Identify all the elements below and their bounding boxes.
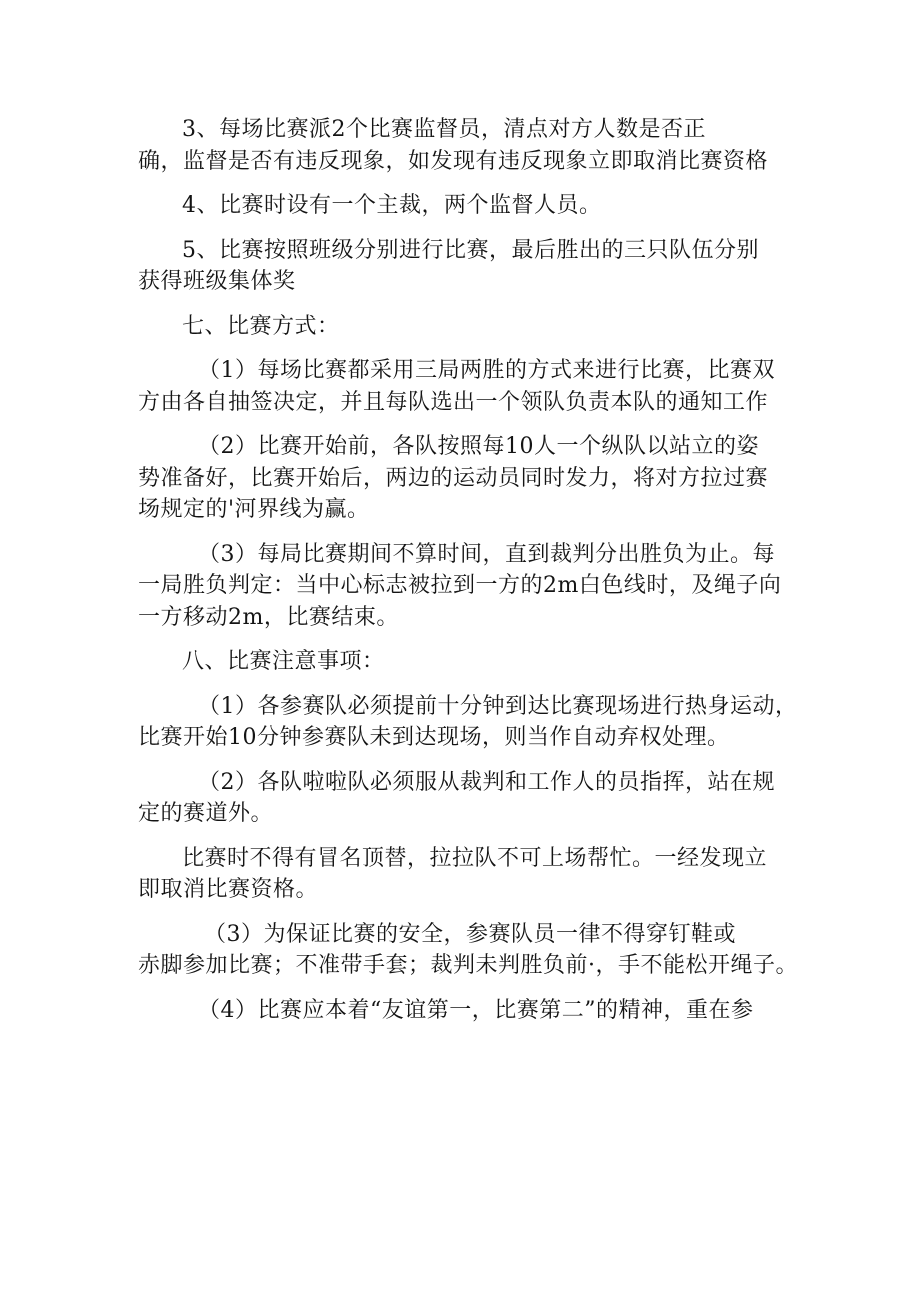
- paragraph-line: （2）各队啦啦队必须服从裁判和工作人的员指挥，站在规: [198, 769, 775, 795]
- paragraph-notes-3: [138, 919, 798, 982]
- paragraph-line: 获得班级集体奖: [138, 269, 296, 294]
- paragraph-notes-2-continued: [138, 843, 788, 906]
- paragraph-method-1: [138, 355, 788, 418]
- paragraph-rule-4: [138, 190, 788, 222]
- paragraph-method-3: [138, 539, 788, 634]
- paragraph-line: 确，监督是否有违反现象，如发现有违反现象立即取消比赛资格: [138, 148, 769, 174]
- paragraph-line: 比赛时不得有冒名顶替，拉拉队不可上场帮忙。一经发现立: [182, 845, 768, 871]
- section-heading-competition-method: [138, 311, 788, 343]
- paragraph-line: 一局胜负判定：当中心标志被拉到一方的2m白色线时，及绳子向: [138, 573, 782, 598]
- section-heading: 七、比赛方式：: [182, 313, 340, 339]
- paragraph-line: 即取消比赛资格。: [138, 877, 319, 902]
- paragraph-rule-3: [138, 114, 788, 177]
- paragraph-line: 3、每场比赛派2个比赛监督员，清点对方人数是否正: [182, 117, 706, 142]
- section-heading: 八、比赛注意事项：: [182, 649, 385, 674]
- paragraph-line: 一方移动2m，比赛结束。: [138, 604, 399, 630]
- document-body: [138, 114, 798, 1026]
- paragraph-line: （3）每局比赛期间不算时间，直到裁判分出胜负为止。每: [198, 541, 775, 567]
- paragraph-method-2: [138, 431, 788, 526]
- paragraph-line: （2）比赛开始前，各队按照每10人一个纵队以站立的姿: [198, 434, 759, 459]
- paragraph-line: 定的赛道外。: [138, 801, 274, 826]
- paragraph-line: 场规定的'河界线为赢。: [138, 497, 370, 522]
- paragraph-notes-1: [138, 691, 798, 754]
- paragraph-notes-2: [138, 767, 788, 830]
- paragraph-line: 比赛开始10分钟参赛队未到达现场，则当作自动弃权处理。: [138, 725, 730, 750]
- paragraph-line: 方由各自抽签决定，并且每队选出一个领队负责本队的通知工作: [138, 389, 769, 415]
- paragraph-line: 势准备好，比赛开始后，两边的运动员同时发力，将对方拉过赛: [138, 465, 769, 491]
- paragraph-line: （3）为保证比赛的安全，参赛队员一律不得穿钉鞋或: [204, 921, 736, 947]
- section-heading-notes: [138, 646, 788, 678]
- paragraph-line: （1）各参赛队必须提前十分钟到达比赛现场进行热身运动，: [198, 693, 798, 719]
- paragraph-line: 赤脚参加比赛；不准带手套；裁判未判胜负前·，手不能松开绳子。: [138, 953, 798, 978]
- paragraph-line: （4）比赛应本着“友谊第一，比赛第二”的精神，重在参: [198, 997, 754, 1023]
- paragraph-notes-4: [138, 995, 788, 1027]
- paragraph-line: （1）每场比赛都采用三局两胜的方式来进行比赛，比赛双: [198, 358, 775, 383]
- paragraph-line: 5、比赛按照班级分别进行比赛，最后胜出的三只队伍分别: [182, 237, 759, 263]
- paragraph-rule-5: [138, 235, 788, 298]
- paragraph-line: 4、比赛时设有一个主裁，两个监督人员。: [182, 193, 602, 218]
